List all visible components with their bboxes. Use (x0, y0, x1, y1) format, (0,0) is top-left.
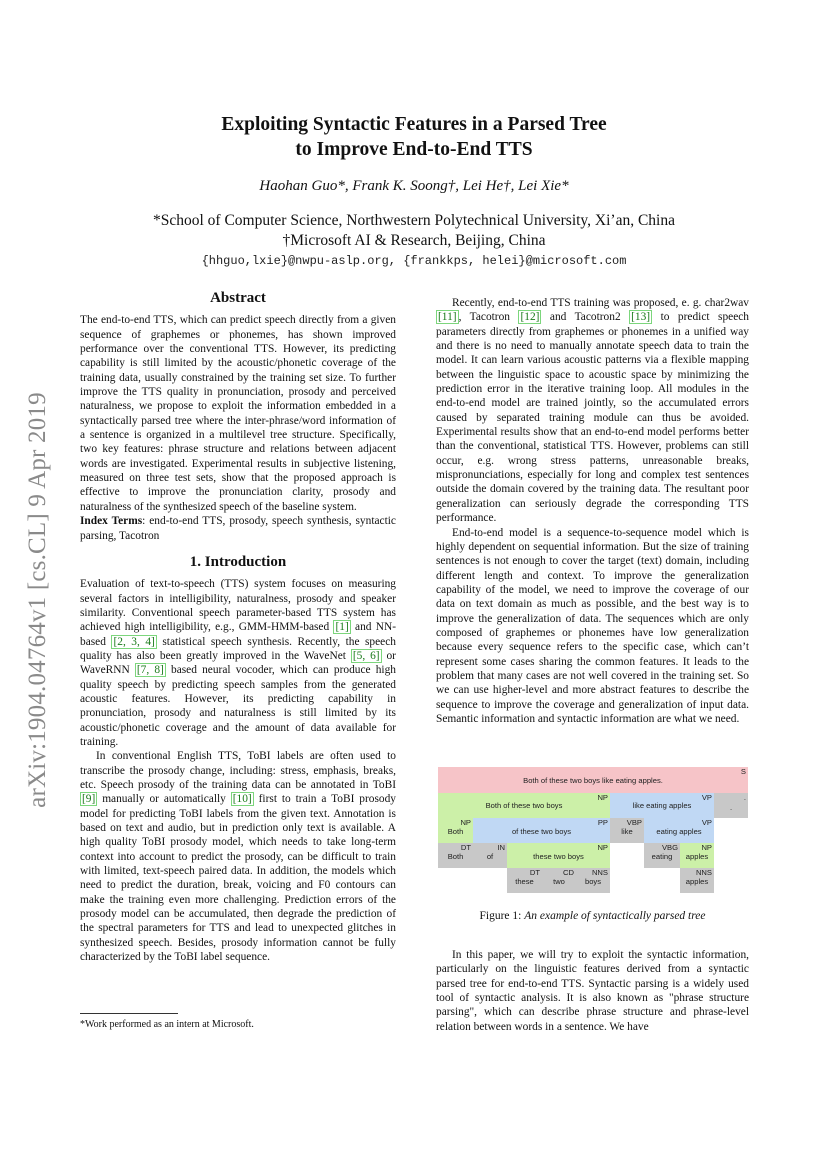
affiliation-microsoft: †Microsoft AI & Research, Beijing, China (282, 232, 546, 249)
right-paragraph-2: End-to-end model is a sequence-to-sequence model which is highly dependent on sequential information. But the size of training sentences is not enough to cover the target (text) domain, including different length and context. To improve the generalization capability of the model, we need to improve the coverage of our data on text domain as much as possible, and the best way is to improve the generalization of data. The sequences which are only composed of graphemes or phonemes have low generalization because every sequence refers to the specific case, which can’t represent some cases sharing the common features. It leads to the problem that many cases are not well covered in the training set. So we can use higher-level and more abstract features to describe the sequence to improve the coverage and generalization of input data. Semantic information and syntactic information are what we need. (436, 526, 749, 725)
tree-word: two (553, 877, 565, 886)
tree-word: like eating apples (632, 801, 692, 810)
tree-word: of (486, 852, 494, 861)
affiliation-nwpu: *School of Computer Science, Northwestern Polytechnical University, Xi’an, China (152, 212, 675, 229)
tree-tag: VBP (626, 818, 642, 827)
index-terms (80, 514, 396, 543)
right-p1-text-b: , Tacotron (458, 311, 519, 324)
tree-word: eating (651, 852, 673, 861)
intro-p1-text-a: Evaluation of text-to-speech (TTS) system focuses on measuring several factors in intelligibility, naturalness, prosody and speaker similarity. Conventional speech parameter-based TTS system has achieved high intelligibility, e.g., GMM-HMM-based (80, 578, 396, 634)
right-p1-text-a: Recently, end-to-end TTS training was proposed, e. g. char2wav (452, 297, 749, 309)
tree-node-np-mid (507, 843, 610, 868)
index-terms-text: : end-to-end TTS, prosody, speech synthesis, syntactic parsing, Tacotron (80, 515, 396, 542)
author-emails: {hhguo,lxie}@nwpu-aslp.org, {frankkps, helei}@microsoft.com (201, 254, 627, 268)
figure-caption (436, 910, 749, 922)
abstract-heading: Abstract (210, 290, 266, 306)
tree-node-s (438, 767, 748, 793)
affiliations (0, 211, 828, 251)
citation-1[interactable]: [1] (335, 621, 349, 634)
tree-node-vbp (610, 818, 644, 843)
right-column (436, 296, 749, 726)
tree-tag: NP (460, 818, 471, 827)
citation-12[interactable]: [12] (520, 311, 540, 324)
tree-tag: IN (497, 843, 505, 852)
author-list: Haohan Guo*, Frank K. Soong†, Lei He†, Lei Xie* (259, 178, 569, 194)
introduction-heading: 1. Introduction (189, 553, 287, 570)
tree-word: Both of these two boys like eating apples. (523, 776, 663, 785)
tree-tag: NP (701, 843, 712, 852)
citation-10[interactable]: [10] (232, 793, 252, 806)
intro-paragraph-1 (80, 577, 396, 749)
right-column-bottom (436, 948, 749, 1034)
title-line-2: to Improve End-to-End TTS (295, 139, 533, 160)
tree-tag: VP (701, 793, 712, 802)
citation-7-8[interactable]: [7, 8] (136, 664, 164, 677)
tree-word: like (621, 827, 633, 836)
intro-p1-text-d: or WaveRNN (80, 649, 396, 677)
tree-node-np-top (438, 793, 610, 818)
paper-title (0, 112, 828, 162)
tree-word: Both (447, 852, 464, 861)
tree-node-np-apples (680, 843, 714, 868)
tree-node-vbg (644, 843, 680, 868)
tree-tag: DT (529, 868, 540, 877)
tree-node-cd (542, 868, 576, 893)
tree-tag: . (743, 793, 746, 802)
citation-11[interactable]: [11] (438, 311, 457, 324)
citation-5-6[interactable]: [5, 6] (352, 649, 380, 662)
tree-node-nns-boys (576, 868, 610, 893)
intro-p2-text-c: first to train a ToBI prosody model for predicting ToBI labels from the given text. Annotation is based on text and audio, but in prediction only text is available. A high quality ToBI prosody model, which needs to take long-term context into account to predict the prosody, can be difficult to train with limited, text-speech paired data. In addition, the models which need to predict the duration, break, voicing and F0 contours can make the training even more challenging. Prediction errors of the prosody model can be accumulated, then degrade the prediction of the spectral parameters for TTS and lead to unexpected glitches in synthesized speech. Besides, prosody information cannot be fully characterized by the ToBI label sequence. (80, 793, 396, 964)
abstract-body: The end-to-end TTS, which can predict speech directly from a given sequence of graphemes or phonemes, has shown improved performance over the conventional TTS. However, its predicting capability is still limited by the acoustic/phonetic coverage of the training data, usually constrained by the training set size. To further improve the TTS quality in pronunciation, prosody and perceived naturalness, we propose to exploit the information embedded in a syntactically parsed tree where the inter-phrase/word information of a sentence is organized in a multilevel tree structure. Specifically, two key features: phrase structure and relations between adjacent words are investigated. Experimental results in subjective listening, measured on three test sets, show that the proposed approach is effective to improve the pronunciation clarity, prosody and naturalness of the synthesized speech of the baseline system. (80, 314, 396, 513)
intro-paragraph-2 (80, 749, 396, 964)
tree-tag: S (740, 767, 746, 776)
citation-2-4[interactable]: [2, 3, 4] (113, 635, 155, 648)
tree-word: boys (584, 877, 602, 886)
tree-tag: PP (597, 818, 608, 827)
tree-tag: DT (460, 843, 471, 852)
tree-word: these two boys (533, 852, 584, 861)
tree-word: apples (685, 852, 709, 861)
tree-word: eating apples (656, 827, 702, 836)
index-terms-label: Index Terms (80, 515, 143, 528)
tree-tag: VBG (661, 843, 678, 852)
figure-caption-label: Figure 1: (479, 910, 525, 922)
tree-node-pp (473, 818, 610, 843)
tree-node-nns-apples (680, 868, 714, 893)
arxiv-identifier-text: arXiv:1904.04764v1 [cs.CL] 9 Apr 2019 (24, 392, 51, 808)
right-paragraph-3: In this paper, we will try to exploit the syntactic information, particularly on the linguistic features derived from a syntactic parsed tree for end-to-end TTS. Syntactic parsing is a widely used tool of syntactic analysis. It is also known as "phrase structure parsing", which can describe phrase structure and phrase-level relation between words in a sentence. We have (436, 949, 749, 1033)
tree-node-vp-top (610, 793, 714, 818)
arxiv-identifier (18, 365, 58, 835)
citation-9[interactable]: [9] (82, 793, 96, 806)
tree-node-np-both (438, 818, 473, 843)
footnote-rule (80, 1013, 178, 1014)
tree-tag: NP (597, 793, 608, 802)
tree-node-punct (714, 793, 748, 818)
intro-p1-text-c: statistical speech synthesis. Recently, the speech quality has also been greatly improved in the WaveNet (80, 635, 396, 662)
tree-word: these (515, 877, 534, 886)
tree-word: of these two boys (511, 827, 572, 836)
tree-tag: NNS (695, 868, 712, 877)
tree-tag: NNS (591, 868, 608, 877)
tree-word: apples (685, 877, 709, 886)
intro-p1-text-e: based neural vocoder, which can produce high quality speech by predicting speech samples from the generated acoustic features. However, its predicting capability in pronunciation, prosody and naturalness is still limited by its acoustic/phonetic coverage and the amount of data available for training. (80, 664, 396, 748)
title-line-1: Exploiting Syntactic Features in a Parsed Tree (221, 114, 607, 135)
footnote: *Work performed as an intern at Microsoft. (80, 1019, 254, 1030)
parse-tree-figure (438, 767, 748, 894)
tree-tag: CD (563, 868, 574, 877)
tree-tag: VP (701, 818, 712, 827)
tree-word: Both (447, 827, 464, 836)
figure-caption-text: An example of syntactically parsed tree (524, 910, 706, 922)
right-p1-text-d: to predict speech parameters directly from graphemes or phonemes in a unified way and there is no need to manually annotate speech data to train the model. It can learn various acoustic patterns via a flexible mapping between the linguistic space to acoustic space by minimizing the prediction error in the iterative training loop. All modules in the end-to-end model are trained jointly, so the accumulated errors caused by separated training module can thus be avoided. Experimental results show that an end-to-end model performs better than the conventional, statistical TTS. However, problems can still occur, e.g. wrong stress patterns, unreasonable breaks, mispronunciations, especially for long and complex test sentences outside the domain covered by the training data. The resultant poor generalization can seriously degrade the corresponding TTS performance. (436, 311, 749, 525)
tree-node-dt-these (507, 868, 542, 893)
tree-node-vp (644, 818, 714, 843)
right-paragraph-1 (436, 296, 749, 526)
right-p1-text-c: and Tacotron2 (541, 311, 630, 324)
intro-p2-text-b: manually or automatically (97, 793, 231, 806)
intro-p2-text-a: In conventional English TTS, ToBI labels are often used to transcribe the prosody change, including: stress, emphasis, breaks, etc. Speech prosody of the training data can be annotated in ToBI (80, 750, 396, 791)
citation-13[interactable]: [13] (631, 311, 651, 324)
tree-node-dt-both (438, 843, 473, 868)
left-column (80, 291, 396, 964)
tree-node-in (473, 843, 507, 868)
intro-p1-text-b: and NN-based (80, 621, 397, 648)
tree-word: Both of these two boys (485, 801, 563, 810)
tree-word: . (729, 803, 733, 812)
tree-tag: NP (597, 843, 608, 852)
